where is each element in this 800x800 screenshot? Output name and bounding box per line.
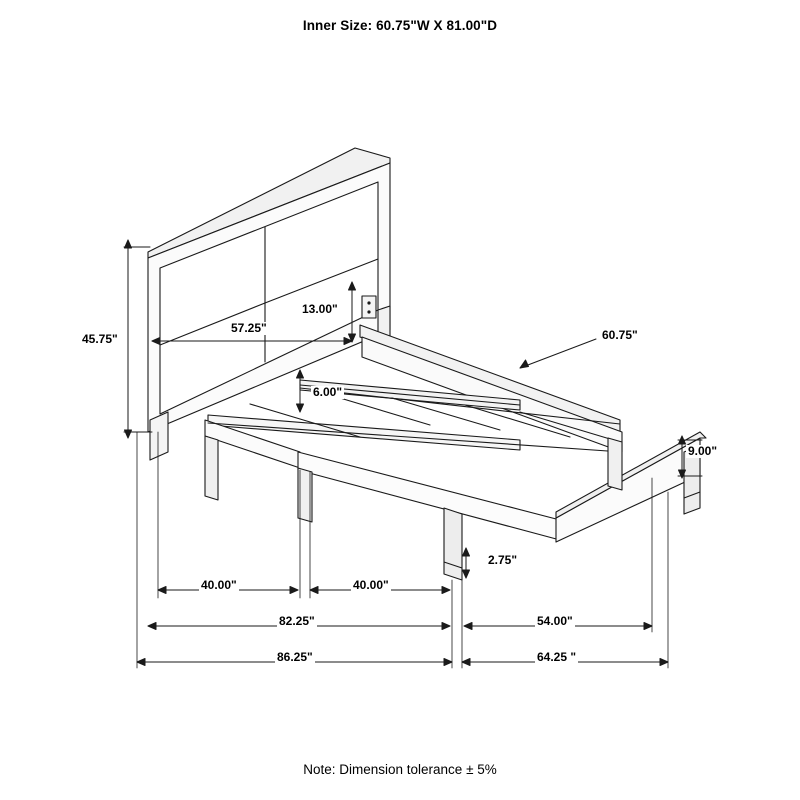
dim-label-headboard-clearance: 13.00" (302, 302, 338, 316)
dim-label-overall-length-outer: 86.25" (277, 650, 313, 664)
dim-label-overall-width-outer: 64.25 " (537, 650, 577, 664)
dim-label-inner-width: 60.75" (602, 328, 638, 342)
tolerance-note: Note: Dimension tolerance ± 5% (303, 762, 497, 777)
page-title: Inner Size: 60.75"W X 81.00"D (302, 18, 498, 33)
headboard-bracket (362, 296, 376, 318)
headboard-shape (148, 148, 390, 460)
dim-label-leg-height: 2.75" (488, 553, 518, 567)
dim-label-headboard-width: 57.25" (231, 321, 267, 335)
dim-label-left-span: 40.00" (201, 578, 237, 592)
dim-label-slat-clearance: 6.00" (313, 385, 343, 399)
dim-label-overall-length-inner: 82.25" (279, 614, 315, 628)
dim-label-frame-side-height: 9.00" (688, 444, 718, 458)
dim-label-mid-span: 40.00" (353, 578, 389, 592)
dim-label-overall-width-inner: 54.00" (537, 614, 573, 628)
dim-label-headboard-height: 45.75" (82, 332, 118, 346)
